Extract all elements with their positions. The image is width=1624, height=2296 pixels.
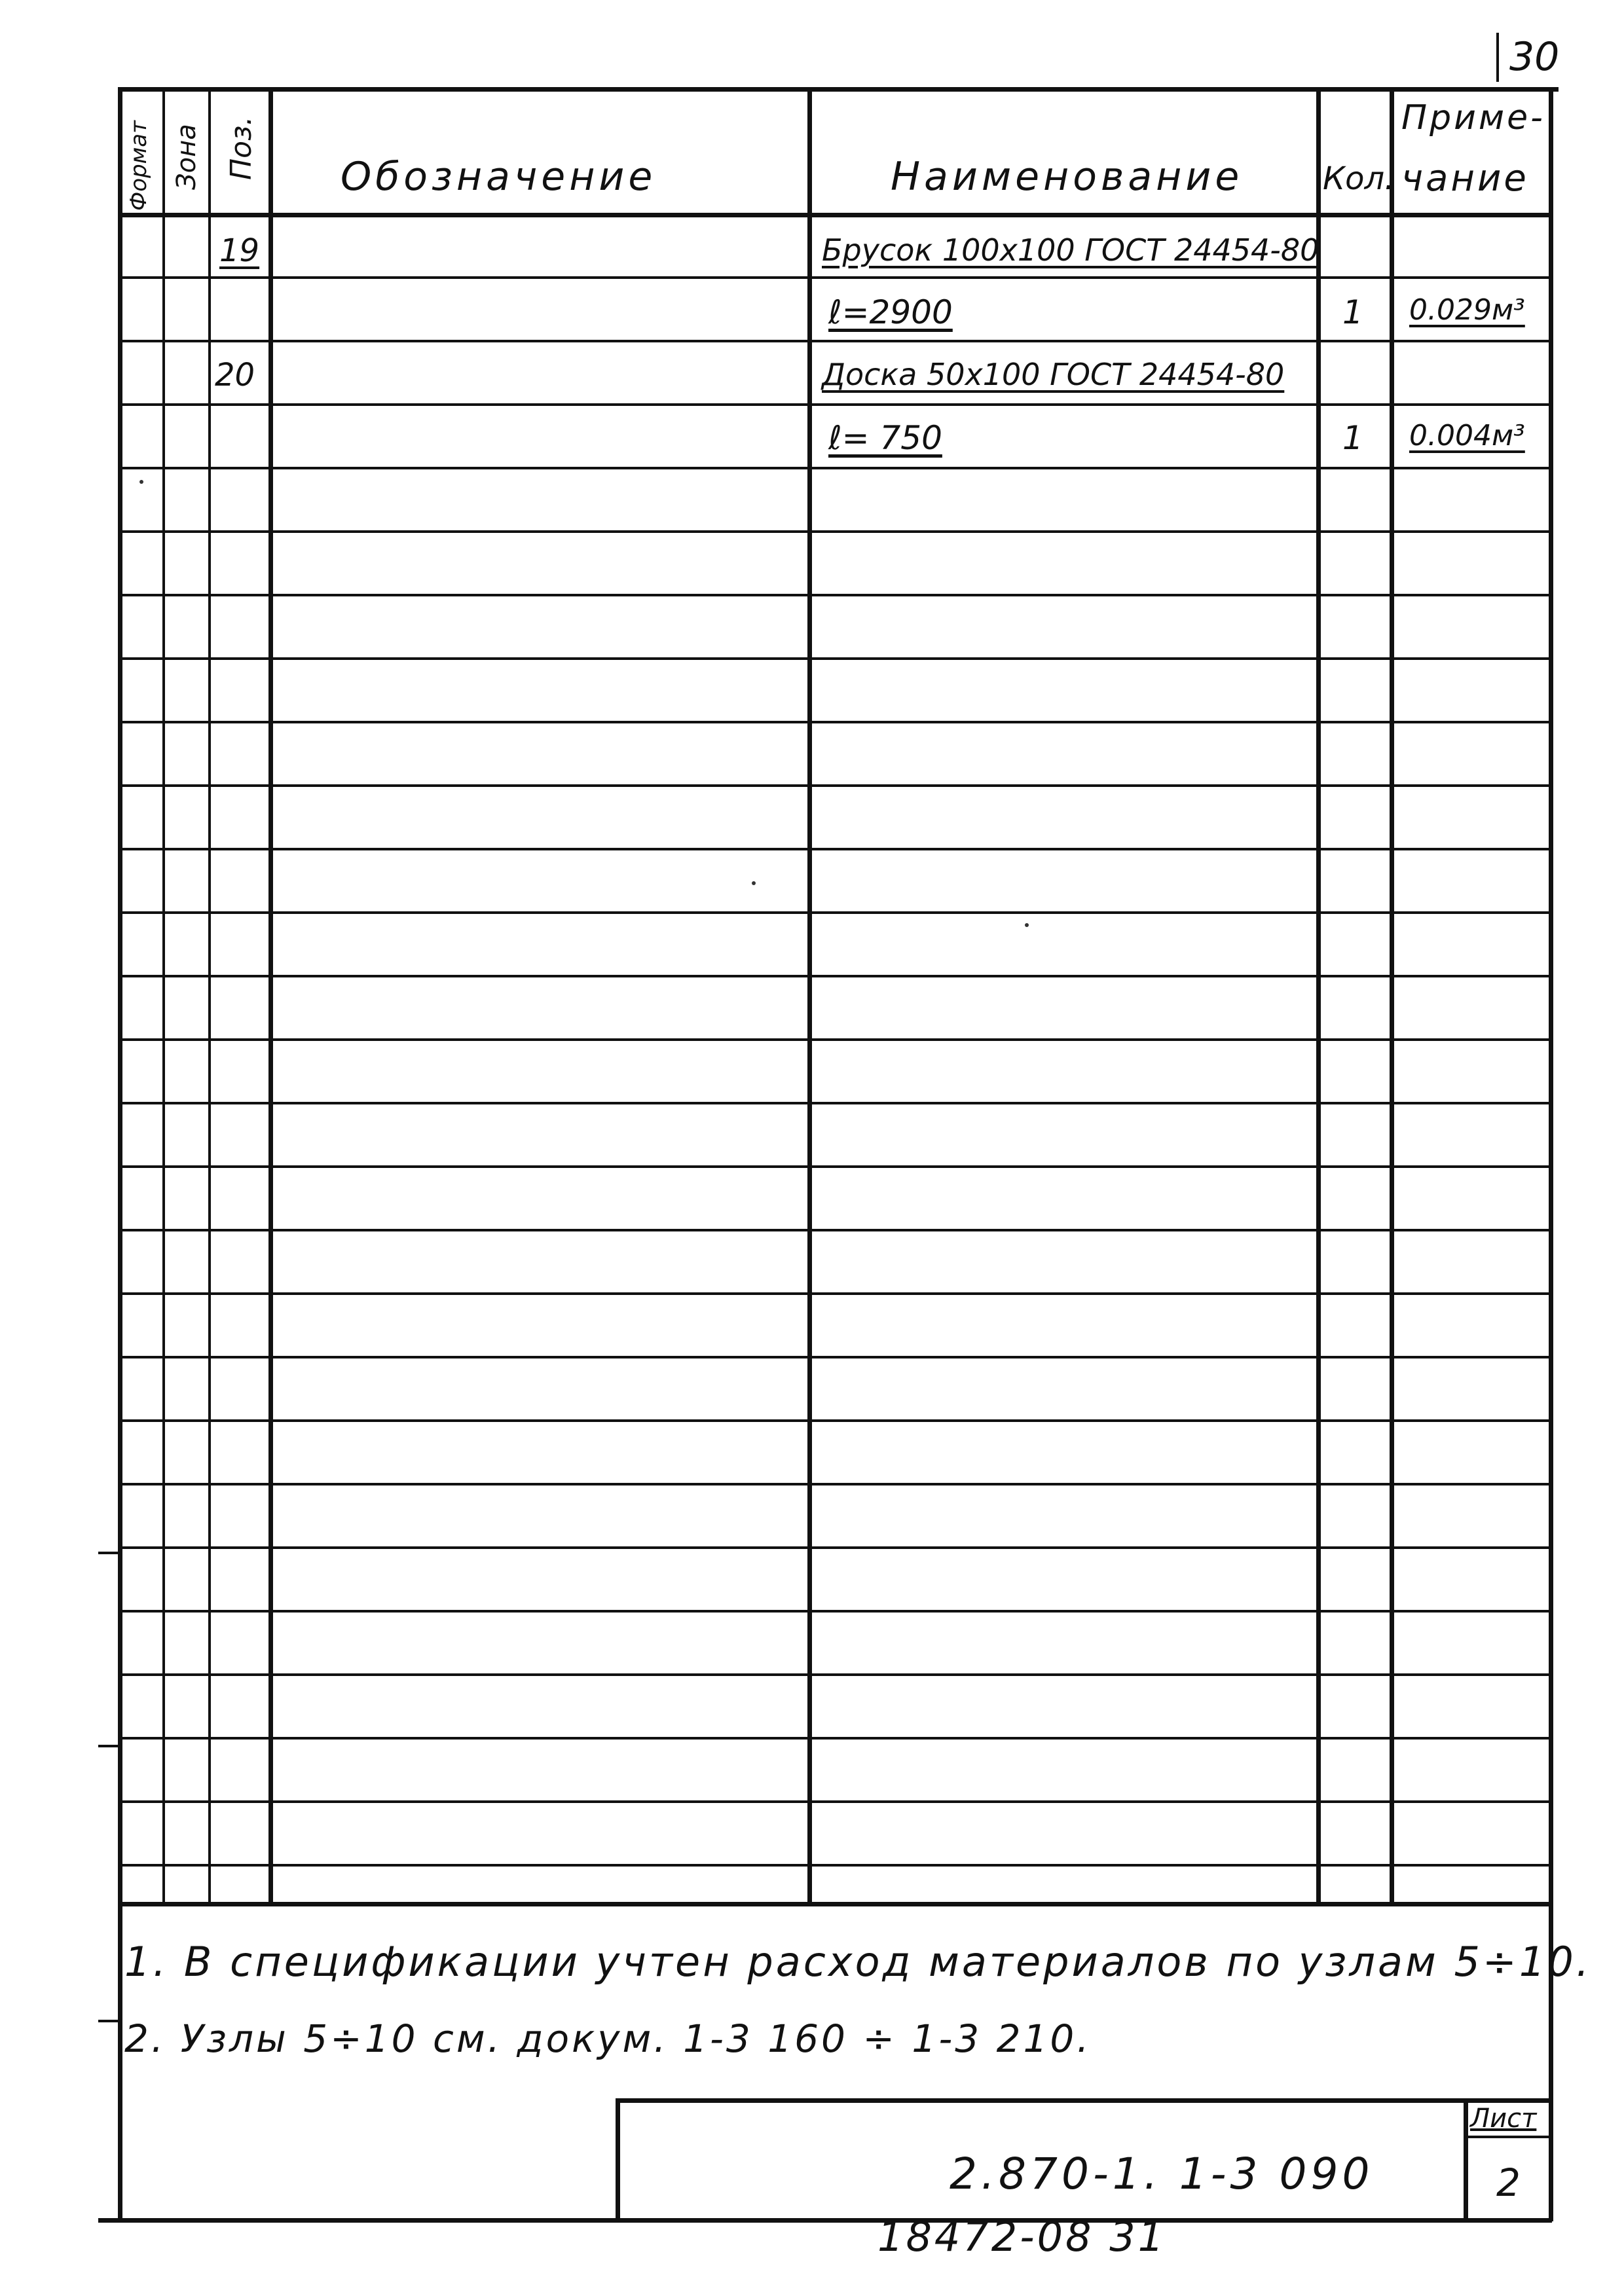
header-note-line2: чание xyxy=(1401,157,1529,200)
table-row-line xyxy=(118,1102,1552,1104)
speck xyxy=(139,480,143,484)
table-row-line xyxy=(118,1292,1552,1295)
table-row-line xyxy=(118,848,1552,850)
header-note-line1: Приме- xyxy=(1401,98,1545,137)
col-line-designation xyxy=(807,87,812,1904)
table-row-line xyxy=(118,1546,1552,1549)
page-number-mark xyxy=(1496,33,1499,82)
row-2-note: 0.029м³ xyxy=(1409,293,1525,327)
page-bottom-border xyxy=(98,2218,1552,2223)
stamp-code: 2.870-1. 1-3 090 xyxy=(950,2149,1374,2199)
col-line-qty xyxy=(1390,87,1394,1904)
table-row-line xyxy=(118,530,1552,533)
table-row-line xyxy=(118,594,1552,596)
bottom-code: 18472-08 31 xyxy=(877,2213,1167,2261)
row-4-note: 0.004м³ xyxy=(1409,419,1525,452)
stamp-left-border xyxy=(616,2098,620,2223)
table-right-border xyxy=(1549,87,1553,2221)
table-row-line xyxy=(118,1864,1552,1867)
table-bottom-border xyxy=(118,1902,1552,1906)
header-designation: Обозначение xyxy=(341,154,657,200)
header-name: Наименование xyxy=(891,154,1244,200)
col-line-zone xyxy=(208,87,211,1904)
table-row-line xyxy=(118,403,1552,406)
page-number: 30 xyxy=(1509,34,1560,80)
table-row-line xyxy=(118,911,1552,914)
stamp-top-border xyxy=(616,2098,1552,2103)
table-row-line xyxy=(118,1356,1552,1358)
note-2: 2. Узлы 5÷10 см. докум. 1-3 160 ÷ 1-3 210. xyxy=(124,2016,1092,2061)
stamp-sheet-label: Лист xyxy=(1470,2104,1537,2134)
table-row-line xyxy=(118,657,1552,660)
margin-tick xyxy=(98,2020,119,2022)
row-3-pos: 20 xyxy=(215,357,255,393)
table-row-line xyxy=(118,1229,1552,1231)
speck xyxy=(752,881,756,885)
table-row-line xyxy=(118,1165,1552,1168)
table-left-border xyxy=(118,87,122,2221)
row-4-qty: 1 xyxy=(1342,419,1363,457)
table-row-line xyxy=(118,276,1552,279)
header-qty: Кол. xyxy=(1323,160,1395,197)
table-top-border xyxy=(118,87,1559,92)
stamp-sheet-number: 2 xyxy=(1496,2160,1521,2205)
stamp-sheet-divider xyxy=(1464,2098,1468,2223)
col-line-pos xyxy=(268,87,273,1904)
margin-tick xyxy=(98,1745,119,1747)
table-row-line xyxy=(118,467,1552,469)
table-row-line xyxy=(118,1610,1552,1613)
header-format: Формат xyxy=(126,120,152,211)
header-zone: Зона xyxy=(172,124,202,190)
table-row-line xyxy=(118,340,1552,342)
note-1: 1. В спецификации учтен расход материалов по узлам 5÷10. xyxy=(124,1938,1592,1986)
speck xyxy=(1025,923,1029,927)
table-row-line xyxy=(118,784,1552,787)
table-row-line xyxy=(118,1673,1552,1676)
row-2-name: ℓ=2900 xyxy=(828,293,953,331)
header-pos: Поз. xyxy=(225,116,258,180)
col-line-name xyxy=(1316,87,1321,1904)
stamp-sheet-line xyxy=(1464,2136,1552,2138)
row-4-name: ℓ= 750 xyxy=(828,419,942,457)
header-bottom-border xyxy=(118,213,1552,217)
row-1-name: Брусок 100x100 ГОСТ 24454-80 xyxy=(822,232,1320,268)
table-row-line xyxy=(118,1737,1552,1740)
table-row-line xyxy=(118,721,1552,723)
margin-tick xyxy=(98,1552,119,1554)
table-row-line xyxy=(118,1483,1552,1485)
row-3-name: Доска 50x100 ГОСТ 24454-80 xyxy=(822,357,1285,392)
table-row-line xyxy=(118,1419,1552,1422)
row-2-qty: 1 xyxy=(1342,293,1363,331)
row-1-pos: 19 xyxy=(219,232,260,269)
table-row-line xyxy=(118,975,1552,977)
table-row-line xyxy=(118,1800,1552,1803)
table-row-line xyxy=(118,1038,1552,1041)
col-line-format xyxy=(162,87,165,1904)
